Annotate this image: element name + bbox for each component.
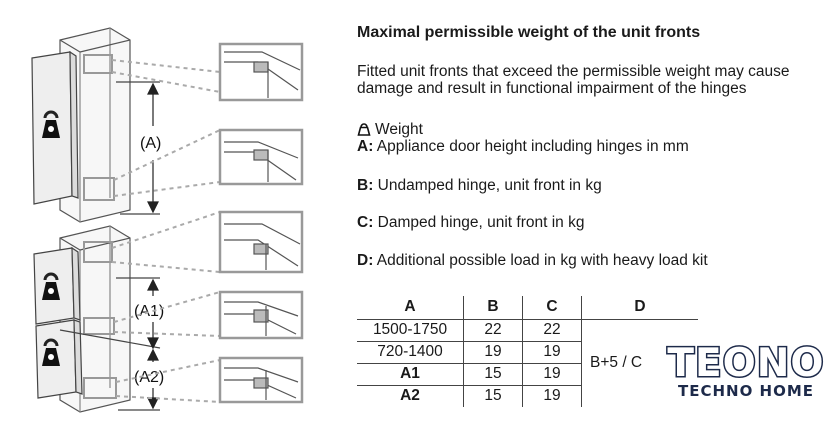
- cell-b: 15: [464, 386, 523, 408]
- legend-d: [357, 252, 708, 270]
- weight-icon: [357, 122, 371, 136]
- legend-b-key: B:: [357, 177, 374, 194]
- fridge-hinge-diagram: [0, 0, 340, 440]
- cell-a: A1: [357, 364, 464, 386]
- cell-b: 15: [464, 364, 523, 386]
- cell-d: B+5 / C: [590, 354, 643, 371]
- teono-logo: [660, 341, 832, 402]
- dimension-label-a: (A): [140, 135, 162, 152]
- legend-b-text: Undamped hinge, unit front in kg: [373, 177, 602, 194]
- weight-table: [357, 296, 698, 407]
- legend-d-text: Additional possible load in kg with heavy load kit: [373, 252, 708, 269]
- intro-paragraph: Fitted unit fronts that exceed the permissible weight may cause damage and result in functional impairment of the hinges: [357, 63, 790, 97]
- legend-a: [357, 138, 689, 156]
- cell-c: 19: [523, 386, 582, 408]
- legend-c: [357, 214, 584, 232]
- header-c: C: [523, 296, 582, 320]
- cell-c: 19: [523, 364, 582, 386]
- page-title: Maximal permissible weight of the unit fronts: [357, 24, 701, 41]
- legend-a-text: Appliance door height including hinges in mm: [373, 138, 689, 155]
- cell-c: 22: [523, 320, 582, 342]
- legend-weight: [357, 121, 423, 139]
- cell-b: 22: [464, 320, 523, 342]
- legend-b: [357, 177, 602, 195]
- legend-weight-text: Weight: [375, 121, 423, 138]
- cell-c: 19: [523, 342, 582, 364]
- cell-a: 720-1400: [357, 342, 464, 364]
- header-d: D: [582, 296, 699, 320]
- table-header-row: [357, 296, 698, 320]
- logo-main-text: TEONO: [667, 341, 825, 386]
- legend-c-text: Damped hinge, unit front in kg: [373, 214, 585, 231]
- legend-c-key: C:: [357, 214, 374, 231]
- legend-d-key: D:: [357, 252, 374, 269]
- cell-a: A2: [357, 386, 464, 408]
- logo-sub-text: TECHNO HOME: [677, 382, 815, 400]
- cell-a: 1500-1750: [357, 320, 464, 342]
- header-a: A: [357, 296, 464, 320]
- legend-a-key: A:: [357, 138, 374, 155]
- header-b: B: [464, 296, 523, 320]
- detail-boxes: [220, 44, 302, 402]
- dimension-label-a1: (A1): [134, 303, 165, 320]
- cell-b: 19: [464, 342, 523, 364]
- table-row: [357, 320, 698, 342]
- dimension-label-a2: (A2): [134, 369, 165, 386]
